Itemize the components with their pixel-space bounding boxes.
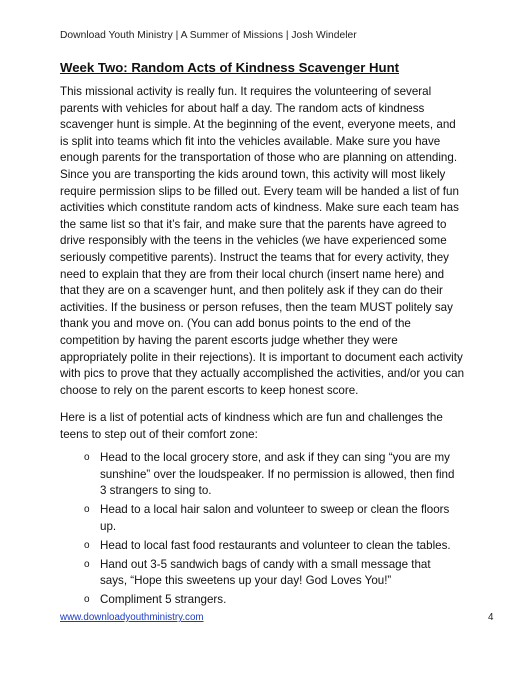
website-link[interactable]: www.downloadyouthministry.com	[60, 612, 204, 623]
list-item-text: Head to the local grocery store, and ask if they can sing “you are my sunshine” over the loudspeaker. If no permission is allowed, then find 3 strangers to sing to.	[100, 451, 455, 498]
hollow-circle-bullet-icon: o	[84, 452, 90, 463]
hollow-circle-bullet-icon: o	[84, 504, 90, 516]
list-item	[84, 450, 459, 500]
hollow-circle-bullet-icon: o	[84, 594, 90, 606]
list-item	[84, 538, 459, 555]
hollow-circle-bullet-icon: o	[84, 558, 90, 570]
list-item-text: Head to local fast food restaurants and volunteer to clean the tables.	[100, 538, 451, 552]
page-header: Download Youth Ministry | A Summer of Missions | Josh Windeler	[60, 30, 357, 41]
list-item-text: Hand out 3-5 sandwich bags of candy with a small message that says, “Hope this sweetens up your day! God Loves You!”	[100, 557, 431, 588]
body-paragraph: This missional activity is really fun. It requires the volunteering of several parents with vehicles for about half a day. The random acts of kindness scavenger hunt is simple. At the beginning of the event, everyone meets, and is split into teams which fit into the vehicles available. Make sure you have enough parents for the transportation of those who are planning on attending. Since you are transporting the kids around town, this activity will most likely require permission slips to be filled out. Every team will be handed a list of fun activities which constitute random acts of kindness. Make sure each team has the same list so that it’s fair, and make sure that the parents have agreed to drive responsibly with the teens in the vehicles (we have experienced some seriously competitive parents). Instruct the teams that for every activity, they need to explain that they are from their local church (insert name here) and that they are on a scavenger hunt, and then politely ask if they can do their activities. If the business or person refuses, then the team MUST politely say thank you and move on. (You can add bonus points to the end of the competition by having the parent escorts judge whether they were appropriately polite in their rejections). It is important to document each activity with pics to prove that they actually accomplished the activities, and/or you can choose to rely on the parent escorts to keep honest score.	[60, 85, 465, 397]
list-intro-paragraph: Here is a list of potential acts of kindness which are fun and challenges the teens to step out of their comfort zone:	[60, 411, 443, 441]
page-number: 4	[488, 612, 494, 623]
hollow-circle-bullet-icon: o	[84, 539, 90, 551]
list-item-text: Head to a local hair salon and volunteer to sweep or clean the floors up.	[100, 503, 450, 533]
section-title: Week Two: Random Acts of Kindness Scavenger Hunt	[60, 60, 400, 75]
list-item	[84, 557, 459, 590]
kindness-acts-list	[84, 450, 459, 611]
list-item	[84, 592, 459, 609]
list-item-text: Compliment 5 strangers.	[100, 593, 227, 607]
list-item	[84, 502, 459, 535]
